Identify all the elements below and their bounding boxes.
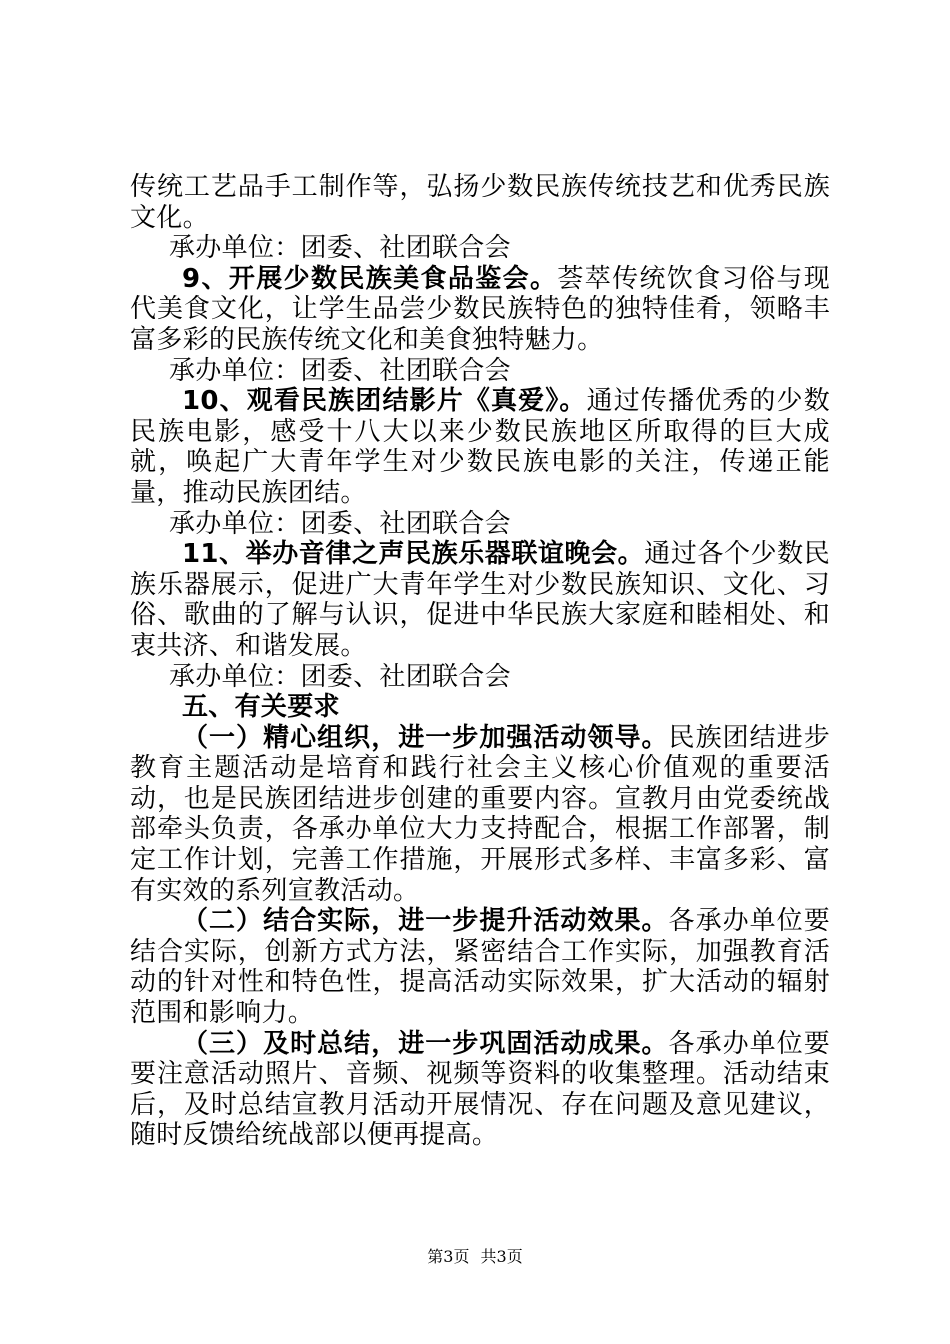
item-heading: 9、开展少数民族美食品鉴会。	[182, 263, 558, 294]
item-10-film	[130, 386, 830, 508]
organizer-line	[130, 356, 830, 387]
paragraph-body: 通过传播优秀的少数民族电影，感受十八大以来少数民族地区所取得的巨大成就，唤起广大青年学生对少数民族电影的关注，传递正能量，推动民族团结。	[130, 386, 830, 508]
requirement-2	[130, 906, 830, 1028]
paragraph-body: 承办单位：团委、社团联合会	[169, 508, 511, 539]
document-body	[130, 172, 830, 1151]
page-footer	[0, 1244, 950, 1267]
item-11-music-gala	[130, 539, 830, 661]
paragraph-body: 民族团结进步教育主题活动是培育和践行社会主义核心价值观的重要活动，也是民族团结进步创建的重要内容。宣教月由党委统战部牵头负责，各承办单位大力支持配合，根据工作部署，制定工作计划，完善工作措施，开展形式多样、丰富多彩、富有实效的系列宣教活动。	[130, 722, 830, 906]
organizer-line	[130, 509, 830, 540]
requirement-heading: （二）结合实际，进一步提升活动效果。	[182, 906, 669, 937]
paragraph-crafts-continued	[130, 172, 830, 233]
paragraph-body: 承办单位：团委、社团联合会	[169, 233, 511, 264]
paragraph-body: 通过各个少数民族乐器展示，促进广大青年学生对少数民族知识、文化、习俗、歌曲的了解与认识，促进中华民族大家庭和睦相处、和衷共济、和谐发展。	[130, 539, 830, 661]
paragraph-body: 各承办单位要要注意活动照片、音频、视频等资料的收集整理。活动结束后，及时总结宣教月活动开展情况、存在问题及意见建议，随时反馈给统战部以便再提高。	[130, 1028, 830, 1151]
paragraph-body: 承办单位：团委、社团联合会	[169, 661, 511, 692]
organizer-line	[130, 233, 830, 264]
requirement-3	[130, 1029, 830, 1151]
page-total: 共3页	[480, 1247, 523, 1266]
paragraph-body: 各承办单位要结合实际，创新方式方法，紧密结合工作实际，加强教育活动的针对性和特色性，提高活动实际效果，扩大活动的辐射范围和影响力。	[130, 906, 830, 1029]
requirement-1	[130, 723, 830, 907]
organizer-line	[130, 662, 830, 693]
section-heading: 五、有关要求	[182, 692, 340, 723]
item-heading: 10、观看民族团结影片《真爱》。	[182, 386, 587, 417]
page-number: 第3页	[427, 1247, 470, 1266]
item-heading: 11、举办音律之声民族乐器联谊晚会。	[182, 539, 645, 570]
paragraph-body: 荟萃传统饮食习俗与现代美食文化，让学生品尝少数民族特色的独特佳肴，领略丰富多彩的民族传统文化和美食独特魅力。	[130, 263, 830, 355]
item-9-food-tasting	[130, 264, 830, 356]
paragraph-body: 传统工艺品手工制作等，弘扬少数民族传统技艺和优秀民族文化。	[130, 172, 830, 233]
requirement-heading: （三）及时总结，进一步巩固活动成果。	[182, 1028, 669, 1059]
section-heading-requirements	[130, 692, 830, 723]
requirement-heading: （一）精心组织，进一步加强活动领导。	[182, 722, 669, 753]
paragraph-body: 承办单位：团委、社团联合会	[169, 355, 511, 386]
